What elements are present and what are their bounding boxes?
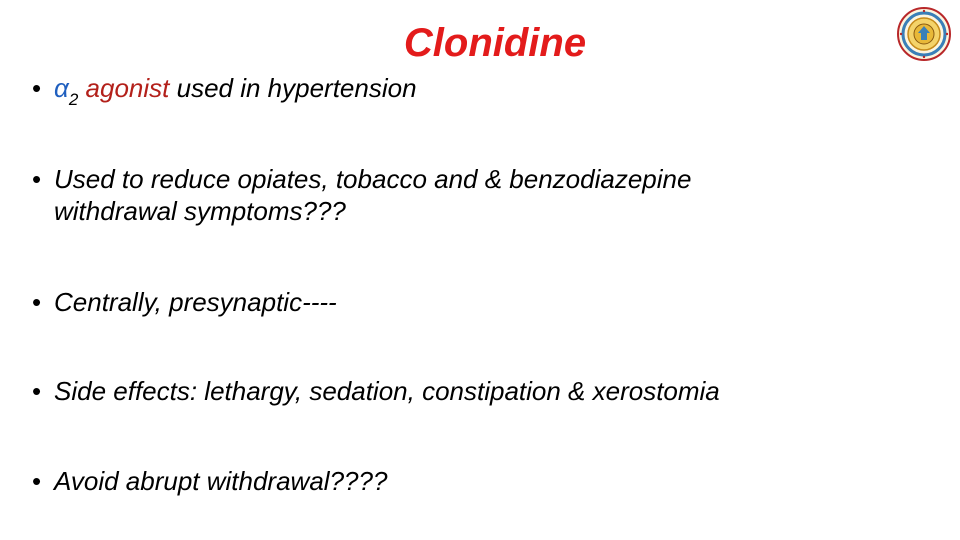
bullet-text-line2: withdrawal symptoms??? [54, 196, 346, 226]
bullet-text-line1: Used to reduce opiates, tobacco and & benzodiazepine [54, 164, 692, 194]
bullet-dot: • [32, 287, 42, 317]
bullet-dot: • [32, 466, 42, 496]
bullet-text: Avoid abrupt withdrawal???? [54, 466, 388, 496]
alpha-symbol: α [54, 73, 69, 103]
bullet-dot: • [32, 164, 42, 194]
bullet-text: Side effects: lethargy, sedation, constipation & xerostomia [54, 376, 720, 406]
alpha-subscript: 2 [68, 90, 79, 109]
bullet-alpha2-agonist [32, 72, 417, 108]
bullet-text: Centrally, presynaptic---- [54, 287, 337, 317]
bullet-centrally [32, 286, 337, 318]
university-seal-icon [896, 6, 952, 62]
bullet-avoid-withdrawal [32, 465, 387, 497]
bullet-dot: • [32, 376, 42, 406]
bullet-withdrawal-use [32, 163, 872, 227]
slide-title: Clonidine [403, 21, 587, 65]
bullet-dot: • [32, 73, 42, 103]
bullet-side-effects [32, 375, 720, 407]
bullet-text: used in hypertension [176, 73, 417, 103]
agonist-word: agonist [85, 73, 170, 103]
